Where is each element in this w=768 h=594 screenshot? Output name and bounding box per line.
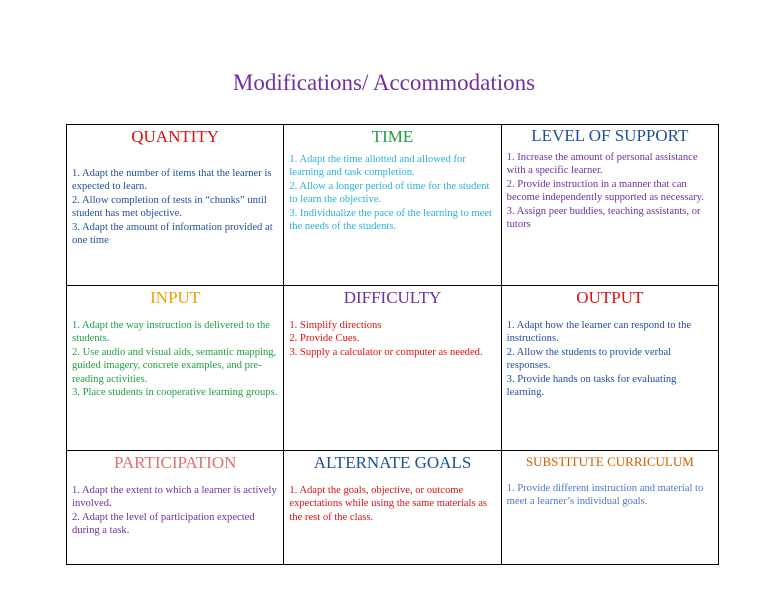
cell-body <box>507 151 713 231</box>
cell-body <box>289 153 495 233</box>
cell-line: 3. Assign peer buddies, teaching assistants, or tutors <box>506 205 701 231</box>
cell-line: 1. Adapt the goals, objective, or outcome expectations while using the same materials as the rest of the class. <box>289 485 488 523</box>
cell-time <box>284 125 501 286</box>
cell-line: 1. Adapt the number of items that the learner is expected to learn. <box>72 168 272 193</box>
cell-heading: LEVEL OF SUPPORT <box>531 126 689 145</box>
cell-substitute-curriculum <box>501 451 718 565</box>
cell-body <box>507 482 713 509</box>
cell-body <box>289 319 495 359</box>
cell-line: 1. Adapt how the learner can respond to the instructions. <box>506 320 692 345</box>
cell-level-of-support <box>501 125 718 286</box>
cell-heading: TIME <box>371 127 414 146</box>
cell-body <box>72 319 278 399</box>
cell-line: 3. Place students in cooperative learning groups. <box>72 387 278 399</box>
cell-body <box>72 167 278 247</box>
cell-line: 1. Provide different instruction and material to meet a learner’s individual goals. <box>506 483 704 508</box>
cell-line: 1. Adapt the way instruction is delivered to the students. <box>72 320 271 345</box>
cell-line: 2. Provide instruction in a manner that can become independently supported as necessary. <box>506 178 704 204</box>
cell-line: 2. Use audio and visual aids, semantic mapping, guided imagery, concrete examples, and pre-reading activities. <box>72 346 277 385</box>
cell-line: 2. Provide Cues. <box>289 333 360 345</box>
cell-difficulty <box>284 286 501 451</box>
cell-line: 3. Individualize the pace of the learning to meet the needs of the students. <box>289 207 493 233</box>
grid-row <box>67 125 719 286</box>
cell-line: 2. Allow completion of tests in “chunks” until student has met objective. <box>72 194 267 220</box>
cell-line: 3. Adapt the amount of information provided at one time <box>72 221 273 247</box>
cell-heading: INPUT <box>150 288 201 307</box>
cell-input <box>67 286 284 451</box>
cell-body <box>507 319 713 399</box>
cell-output <box>501 286 718 451</box>
cell-line: 1. Adapt the time allotted and allowed for learning and task completion. <box>289 154 466 179</box>
cell-line: 2. Allow the students to provide verbal responses. <box>506 346 672 372</box>
cell-quantity <box>67 125 284 286</box>
cell-line: 2. Adapt the level of participation expected during a task. <box>72 511 255 537</box>
cell-heading: QUANTITY <box>131 127 220 146</box>
cell-heading: DIFFICULTY <box>343 288 442 307</box>
cell-alternate-goals <box>284 451 501 565</box>
cell-line: 3. Provide hands on tasks for evaluating learning. <box>506 373 677 399</box>
cell-body <box>289 484 495 524</box>
cell-line: 1. Simplify directions <box>289 320 382 331</box>
cell-heading: ALTERNATE GOALS <box>313 453 472 472</box>
cell-heading: PARTICIPATION <box>113 453 237 472</box>
accommodations-grid <box>66 124 719 565</box>
cell-line: 3. Supply a calculator or computer as needed. <box>289 346 483 358</box>
cell-heading: SUBSTITUTE CURRICULUM <box>525 454 694 469</box>
cell-body <box>72 484 278 538</box>
cell-line: 1. Adapt the extent to which a learner is actively involved. <box>72 485 277 510</box>
grid-row <box>67 286 719 451</box>
cell-participation <box>67 451 284 565</box>
cell-heading: OUTPUT <box>576 288 644 307</box>
grid-row <box>67 451 719 565</box>
cell-line: 2. Allow a longer period of time for the student to learn the objective. <box>289 180 490 206</box>
cell-line: 1. Increase the amount of personal assistance with a specific learner. <box>506 152 698 177</box>
page-title: Modifications/ Accommodations <box>232 70 536 95</box>
